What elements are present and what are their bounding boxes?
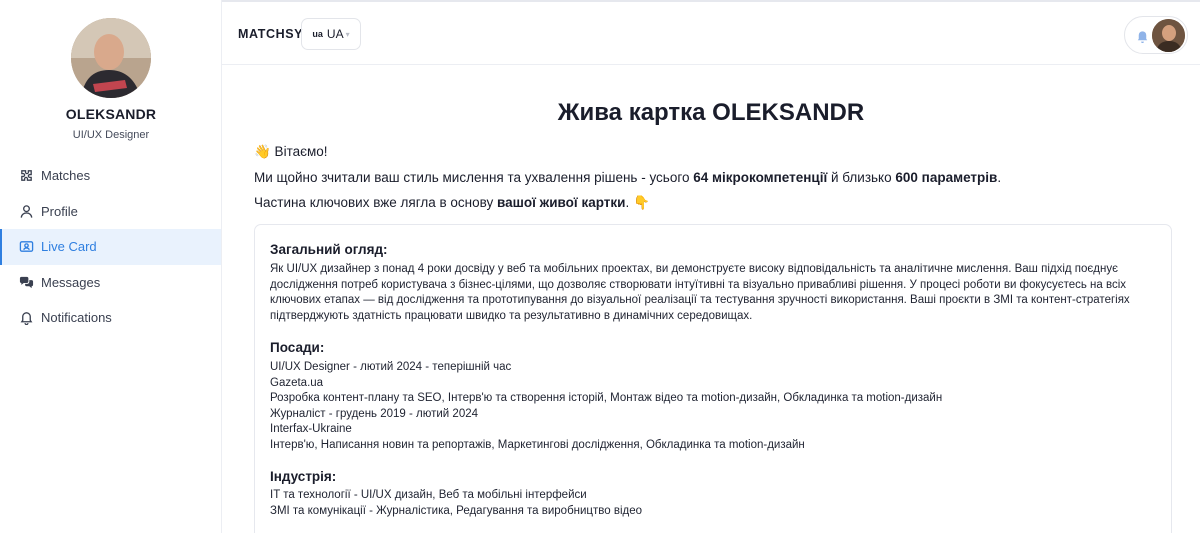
main-content <box>222 66 1200 533</box>
language-selector[interactable] <box>301 18 361 50</box>
chat-bubbles-icon <box>19 275 34 290</box>
user-avatar[interactable] <box>1152 19 1185 52</box>
sidebar-nav <box>0 158 221 336</box>
puzzle-icon <box>19 168 34 183</box>
id-card-icon <box>19 239 34 254</box>
overview-title: Загальний огляд: <box>270 242 388 257</box>
chevron-down-icon: ▾ <box>345 29 350 39</box>
greeting: 👋 Вітаємо! <box>254 144 328 159</box>
sidebar-item-messages[interactable] <box>0 265 221 301</box>
sidebar-item-label: Messages <box>41 274 101 290</box>
overview-text: Як UI/UX дизайнер з понад 4 роки досвіду у веб та мобільних проектах, ви демонструєте високу відповідальність та аналітичне мислення. Ваш підхід поєднує дослідження потреб користувача з бізнес-цілями, що дозволяє створювати інтуїтивні та візуально привабливі рішення. У процесі роботи ви фокусуєтесь на всіх ключових етапах — від дослідження та прототипування до візуальної реалізації та тестування зручності використання. Ваші проєкти в ЗМІ та контент-стратегіях підтверджують здатність працювати швидко та результативно в динамічних середовищах. <box>270 263 1130 322</box>
user-name: OLEKSANDR <box>65 106 157 122</box>
sidebar-item-label: Profile <box>41 203 78 219</box>
user-menu[interactable] <box>1124 16 1188 54</box>
list-item: UI/UX Designer - лютий 2024 - теперішній час <box>270 361 512 373</box>
sidebar-item-notifications[interactable] <box>0 300 221 336</box>
industry-title: Індустрія: <box>270 469 337 484</box>
user-role: UI/UX Designer <box>72 129 150 141</box>
industry-list <box>270 488 1160 519</box>
page-title: Жива картка OLEKSANDR <box>557 99 865 126</box>
app-logo[interactable]: MATCHSY <box>238 27 304 41</box>
sidebar-item-label: Matches <box>41 168 91 184</box>
language-code: UA <box>326 27 344 41</box>
list-item: IT та технології - UI/UX дизайн, Веб та мобільні інтерфейси <box>270 489 587 501</box>
list-item: Gazeta.ua <box>270 376 324 389</box>
list-item: ЗМІ та комунікації - Журналістика, Редагування та виробництво відео <box>270 504 643 517</box>
list-item: Interfax-Ukraine <box>270 423 352 435</box>
intro-line-1: Ми щойно зчитали ваш стиль мислення та ухвалення рішень - усього 64 мікрокомпетенції й близько 600 параметрів. <box>254 170 1002 185</box>
sidebar-item-profile[interactable] <box>0 194 221 230</box>
sidebar <box>0 0 222 533</box>
sidebar-item-label: Live Card <box>41 239 97 255</box>
list-item: Розробка контент-плану та SEO, Інтерв'ю та створення історій, Монтаж відео та motion-дизайн, Обкладинка та motion-дизайн <box>270 392 943 404</box>
user-icon <box>19 204 34 219</box>
intro-line-2: Частина ключових вже лягла в основу вашої живої картки. 👇 <box>254 195 650 210</box>
bell-icon <box>19 310 34 325</box>
top-header <box>222 0 1200 65</box>
notification-bell-icon[interactable] <box>1135 28 1150 49</box>
live-card <box>254 224 1172 533</box>
ua-flag-icon: ua <box>312 29 323 39</box>
profile-avatar[interactable] <box>71 18 151 98</box>
sidebar-item-matches[interactable] <box>0 158 221 194</box>
sidebar-item-label: Notifications <box>41 310 112 326</box>
list-item: Інтерв'ю, Написання новин та репортажів, Маркетингові дослідження, Обкладинка та motion-дизайн <box>270 438 805 451</box>
positions-title: Посади: <box>270 340 325 355</box>
list-item: Журналіст - грудень 2019 - лютий 2024 <box>270 407 479 420</box>
sidebar-item-live-card[interactable] <box>0 229 221 265</box>
positions-list <box>270 360 1160 453</box>
